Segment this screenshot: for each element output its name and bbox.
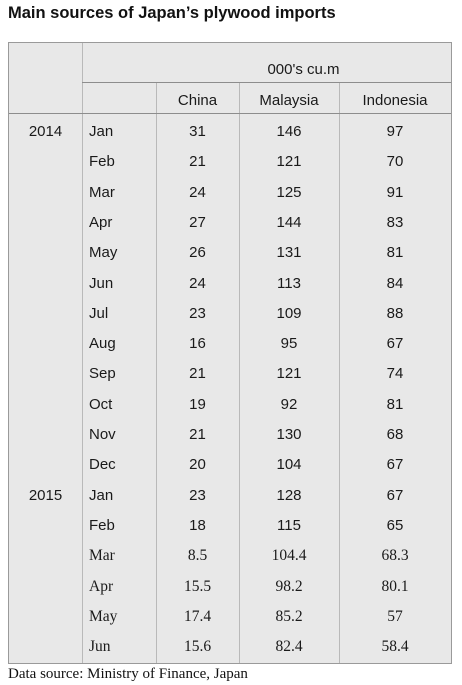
china-cell: 21 xyxy=(189,365,206,383)
month-cell: Aug xyxy=(89,335,116,353)
china-cell: 19 xyxy=(189,395,206,413)
china-cell: 15.5 xyxy=(183,577,212,595)
month-cell: Jun xyxy=(89,638,111,656)
indonesia-cell: 84 xyxy=(386,274,404,292)
malaysia-cell: 144 xyxy=(276,213,302,231)
malaysia-cell: 128 xyxy=(276,486,302,504)
month-cell: Apr xyxy=(89,213,113,231)
malaysia-cell: 130 xyxy=(276,426,302,443)
header-divider-1 xyxy=(82,82,451,83)
indonesia-cell: 70 xyxy=(386,153,404,171)
month-cell: Oct xyxy=(89,395,113,413)
month-cell: Dec xyxy=(89,456,116,474)
data-table xyxy=(8,42,452,664)
china-cell: 18 xyxy=(189,516,206,534)
month-cell: Apr xyxy=(89,577,114,595)
table-row xyxy=(9,208,451,238)
month-cell: Mar xyxy=(89,547,115,565)
table-row xyxy=(9,147,451,177)
china-cell: 31 xyxy=(189,123,206,140)
month-cell: Sep xyxy=(89,365,116,383)
malaysia-cell: 104.4 xyxy=(271,547,307,565)
indonesia-cell: 67 xyxy=(386,456,404,474)
year-cell: 2014 xyxy=(28,123,63,140)
column-header-malaysia: Malaysia xyxy=(259,92,319,109)
malaysia-cell: 146 xyxy=(276,123,302,140)
indonesia-cell: 68 xyxy=(386,426,404,443)
table-row xyxy=(9,420,451,450)
month-cell: Feb xyxy=(89,516,115,534)
indonesia-cell: 97 xyxy=(386,123,404,140)
indonesia-cell: 68.3 xyxy=(381,547,409,565)
malaysia-cell: 131 xyxy=(276,244,302,262)
column-header-indonesia: Indonesia xyxy=(362,92,428,109)
indonesia-cell: 67 xyxy=(386,486,404,504)
month-cell: Jan xyxy=(89,123,114,140)
malaysia-cell: 121 xyxy=(276,365,302,383)
indonesia-cell: 81 xyxy=(386,244,404,262)
china-cell: 27 xyxy=(189,213,206,231)
table-row xyxy=(9,541,451,571)
table-row xyxy=(9,572,451,602)
china-cell: 20 xyxy=(189,456,206,474)
data-source-note: Data source: Ministry of Finance, Japan xyxy=(8,666,248,682)
indonesia-cell: 88 xyxy=(386,304,404,322)
malaysia-cell: 115 xyxy=(277,516,301,534)
table-row xyxy=(9,359,451,389)
malaysia-cell: 92 xyxy=(280,395,298,413)
china-cell: 24 xyxy=(189,274,206,292)
malaysia-cell: 109 xyxy=(276,304,302,322)
table-title: Main sources of Japan’s plywood imports xyxy=(8,4,336,22)
table-row xyxy=(9,450,451,480)
unit-header: 000's cu.m xyxy=(267,61,340,78)
indonesia-cell: 74 xyxy=(386,365,404,383)
china-cell: 17.4 xyxy=(183,607,212,625)
malaysia-cell: 121 xyxy=(276,153,302,171)
table-row xyxy=(9,269,451,299)
malaysia-cell: 125 xyxy=(276,183,302,201)
table-row xyxy=(9,602,451,632)
table-row xyxy=(9,511,451,541)
china-cell: 24 xyxy=(189,183,206,201)
malaysia-cell: 85.2 xyxy=(275,607,303,625)
table-row xyxy=(9,329,451,359)
malaysia-cell: 82.4 xyxy=(275,638,303,656)
malaysia-cell: 113 xyxy=(277,274,301,292)
indonesia-cell: 57 xyxy=(387,607,403,625)
column-header-china: China xyxy=(177,92,218,109)
month-cell: May xyxy=(89,244,118,262)
table-row xyxy=(9,238,451,268)
month-cell: Jan xyxy=(89,486,114,504)
month-cell: Feb xyxy=(89,153,115,171)
table-row xyxy=(9,390,451,420)
month-cell: Jun xyxy=(89,274,114,292)
china-cell: 21 xyxy=(189,426,206,443)
indonesia-cell: 83 xyxy=(386,213,404,231)
china-cell: 21 xyxy=(189,153,206,171)
china-cell: 15.6 xyxy=(183,638,212,656)
malaysia-cell: 104 xyxy=(276,456,302,474)
header-divider-2 xyxy=(9,113,451,114)
month-cell: May xyxy=(89,607,118,625)
china-cell: 26 xyxy=(189,244,206,262)
table-row xyxy=(9,632,451,662)
month-cell: Nov xyxy=(89,426,116,443)
china-cell: 23 xyxy=(189,486,206,504)
month-cell: Mar xyxy=(89,183,115,201)
indonesia-cell: 58.4 xyxy=(381,638,409,656)
china-cell: 8.5 xyxy=(187,547,208,565)
table-row xyxy=(9,299,451,329)
indonesia-cell: 80.1 xyxy=(381,577,409,595)
table-row xyxy=(9,178,451,208)
china-cell: 23 xyxy=(189,304,206,322)
table-row xyxy=(9,117,451,147)
indonesia-cell: 67 xyxy=(386,335,404,353)
year-cell: 2015 xyxy=(28,486,63,504)
indonesia-cell: 65 xyxy=(386,516,404,534)
table-row xyxy=(9,481,451,511)
indonesia-cell: 91 xyxy=(386,183,404,201)
malaysia-cell: 95 xyxy=(280,335,298,353)
month-cell: Jul xyxy=(89,304,109,322)
china-cell: 16 xyxy=(189,335,206,353)
indonesia-cell: 81 xyxy=(386,395,404,413)
malaysia-cell: 98.2 xyxy=(275,577,303,595)
